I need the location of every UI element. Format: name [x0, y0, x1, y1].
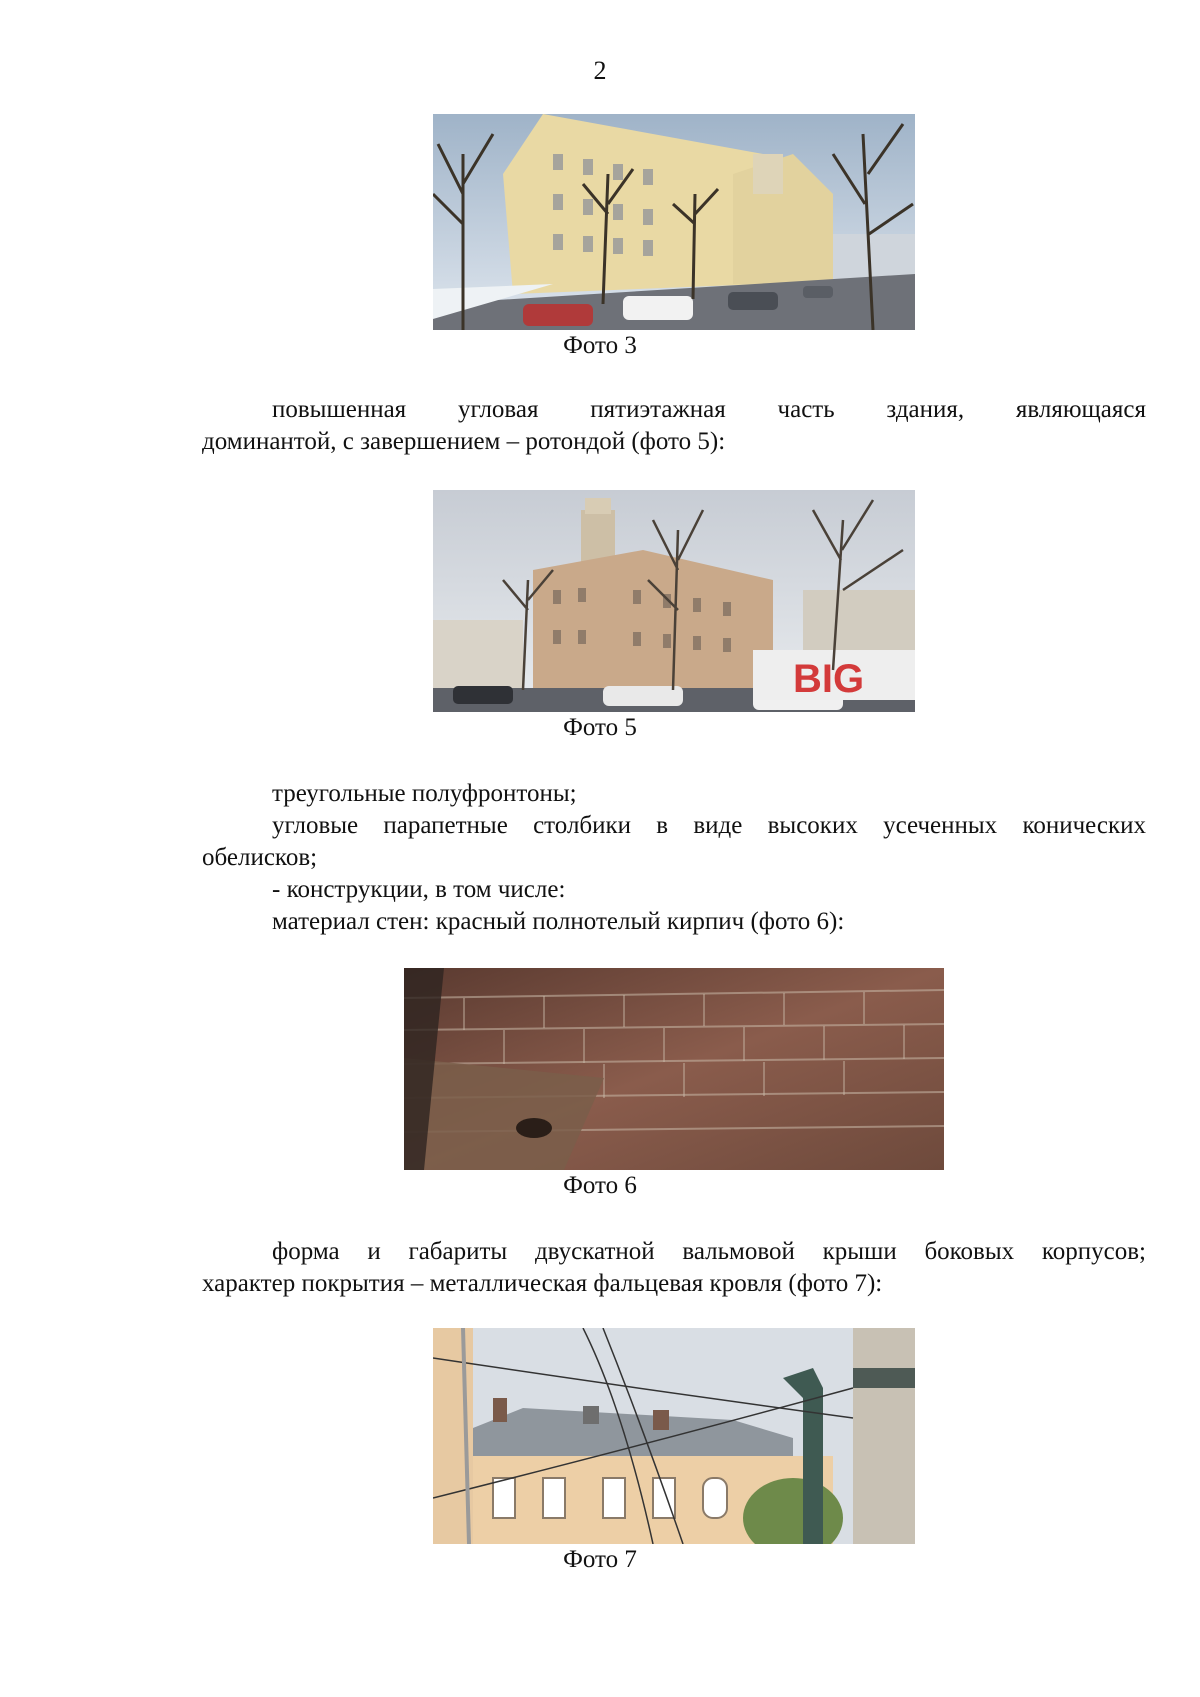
photo-6: [404, 968, 944, 1170]
photo-3-image: [433, 114, 915, 330]
paragraph-roof-line-2: характер покрытия – металлическая фальцевая кровля (фото 7):: [202, 1270, 883, 1297]
photo-5-image: [433, 490, 915, 712]
photo-5: [433, 490, 915, 712]
paragraph-obelisks-line-2: обелисков;: [202, 844, 318, 871]
photo-7-caption: Фото 7: [563, 1546, 637, 1573]
paragraph-dominant-line-2: доминантой, с завершением – ротондой (фото 5):: [202, 428, 726, 455]
photo-6-image: [404, 968, 944, 1170]
photo-3-caption: Фото 3: [563, 332, 637, 359]
paragraph-obelisks-line-1: угловые парапетные столбики в виде высоких усеченных конических: [272, 812, 1146, 839]
bus-sign-text: BIG: [793, 657, 865, 701]
paragraph-roof-line-1: форма и габариты двускатной вальмовой крыши боковых корпусов;: [272, 1238, 1146, 1265]
paragraph-dominant: [202, 394, 1146, 458]
paragraph-dominant-line-1: повышенная угловая пятиэтажная часть здания, являющаяся: [272, 396, 1146, 423]
photo-5-caption: Фото 5: [563, 714, 637, 741]
photo-3: [433, 114, 915, 330]
photo-6-caption: Фото 6: [563, 1172, 637, 1199]
paragraph-half-pediments: треугольные полуфронтоны;: [272, 780, 577, 807]
page-number: 2: [593, 56, 607, 85]
paragraph-features: [202, 778, 1146, 938]
paragraph-roof: [202, 1236, 1146, 1300]
photo-7: [433, 1328, 915, 1544]
paragraph-wall-material: материал стен: красный полнотелый кирпич (фото 6):: [272, 908, 845, 935]
photo-7-image: [433, 1328, 915, 1544]
paragraph-constructions: - конструкции, в том числе:: [272, 876, 566, 903]
